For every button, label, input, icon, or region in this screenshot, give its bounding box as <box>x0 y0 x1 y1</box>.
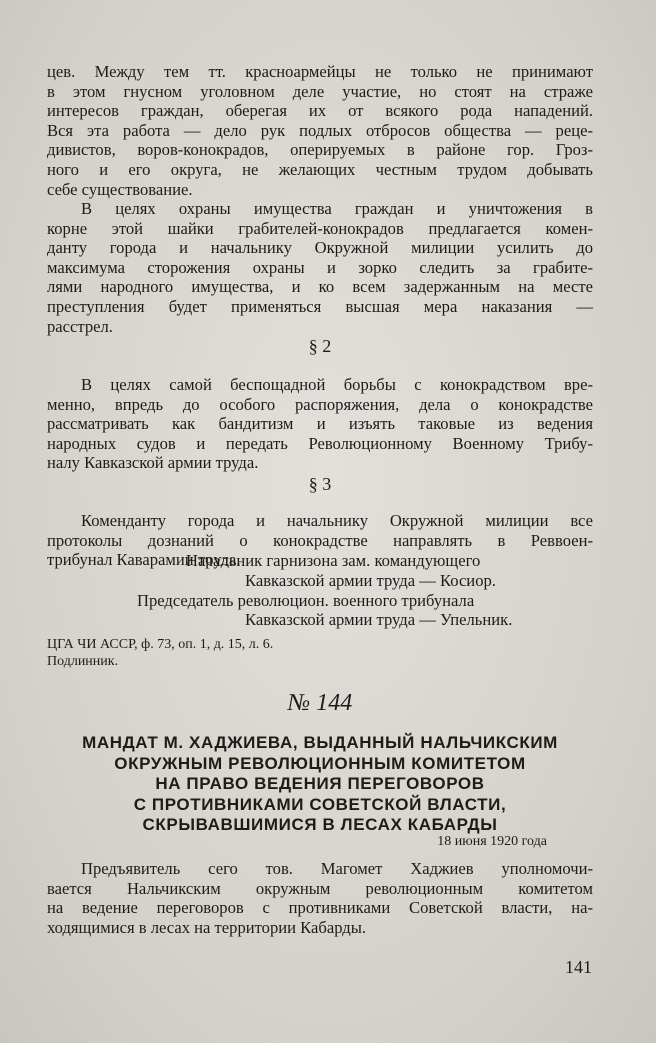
text-line: расстрел. <box>47 316 113 336</box>
text-line: цев. Между тем тт. красноармейцы не только не принимают <box>47 62 593 81</box>
paragraph-2 <box>47 199 593 336</box>
paragraph-5 <box>47 859 593 937</box>
text-line: Коменданту города и начальнику Окружной милиции все <box>81 511 593 530</box>
signature-line: Кавказской армии труда — Упельник. <box>245 610 513 629</box>
text-line: максимума сторожения охраны и зорко следить за грабите- <box>47 257 593 277</box>
page-number: 141 <box>565 957 592 977</box>
text-line: протоколы дознаний о конокрадстве направлять в Реввоен- <box>47 530 593 550</box>
section-mark: § 3 <box>308 474 332 494</box>
text-line: трибунал Каварамии труда. <box>47 550 241 570</box>
signature-line: Председатель революцион. военного трибунала <box>137 591 475 610</box>
title-line: МАНДАТ М. ХАДЖИЕВА, ВЫДАННЫЙ НАЛЬЧИКСКИМ <box>82 733 558 752</box>
text-line: налу Кавказской армии труда. <box>47 453 259 473</box>
text-line: преступления будет применяться высшая мера наказания — <box>47 296 593 316</box>
section-2-heading <box>47 336 593 357</box>
signature-line: Начальник гарнизона зам. командующего <box>186 551 481 570</box>
text-line: корне этой шайки грабителей-конокрадов предлагается комен- <box>47 218 593 238</box>
archive-ref: ЦГА ЧИ АССР, ф. 73, оп. 1, д. 15, л. 6. <box>47 637 274 652</box>
text-line: менно, впредь до особого распоряжения, дела о конокрадстве <box>47 394 593 414</box>
text-line: интересов граждан, оберегая их от всякого рода нападений. <box>47 101 593 121</box>
text-line: себе существование. <box>47 179 193 199</box>
paragraph-3 <box>47 375 593 473</box>
signature-line: Кавказской армии труда — Косиор. <box>245 571 496 590</box>
text-line: ходящимися в лесах на территории Кабарды. <box>47 917 367 937</box>
text-line: Вся эта работа — дело рук подлых отбросов общества — реце- <box>47 120 593 140</box>
archive-note: Подлинник. <box>47 654 119 669</box>
text-line: рассматривать как бандитизм и изъять таковые из ведения <box>47 414 593 434</box>
section-mark: § 2 <box>308 336 332 356</box>
title-line: НА ПРАВО ВЕДЕНИЯ ПЕРЕГОВОРОВ <box>155 774 485 793</box>
document-date: 18 июня 1920 года <box>437 834 547 849</box>
text-line: дивистов, воров-конокрадов, оперируемых в районе гор. Гроз- <box>47 140 593 160</box>
section-3-heading <box>47 474 593 495</box>
text-line: данту города и начальнику Окружной милиции усилить до <box>47 238 593 258</box>
title-line: СКРЫВАВШИМИСЯ В ЛЕСАХ КАБАРДЫ <box>142 815 498 834</box>
text-line: В целях самой беспощадной борьбы с конокрадством вре- <box>81 375 593 394</box>
text-line: вается Нальчикским окружным революционным комитетом <box>47 878 593 898</box>
text-line: народных судов и передать Революционному Военному Трибу- <box>47 433 593 453</box>
title-line: С ПРОТИВНИКАМИ СОВЕТСКОЙ ВЛАСТИ, <box>133 794 507 814</box>
document-number: № 144 <box>287 690 353 716</box>
text-line: В целях охраны имущества граждан и уничтожения в <box>81 199 593 218</box>
archive-reference <box>47 636 593 670</box>
text-line: ного и его округа, не желающих честным трудом добывать <box>47 159 593 179</box>
paragraph-1 <box>47 62 593 199</box>
text-line: Предъявитель сего тов. Магомет Хаджиев уполномочи- <box>81 859 593 878</box>
document-title <box>40 733 600 836</box>
text-line: на ведение переговоров с противниками Советской власти, на- <box>47 898 593 918</box>
title-line: ОКРУЖНЫМ РЕВОЛЮЦИОННЫМ КОМИТЕТОМ <box>114 753 526 773</box>
text-line: в этом гнусном уголовном деле участие, но стоят на страже <box>47 81 593 101</box>
text-line: лями народного имущества, и ко всем задержанным на месте <box>47 277 593 297</box>
